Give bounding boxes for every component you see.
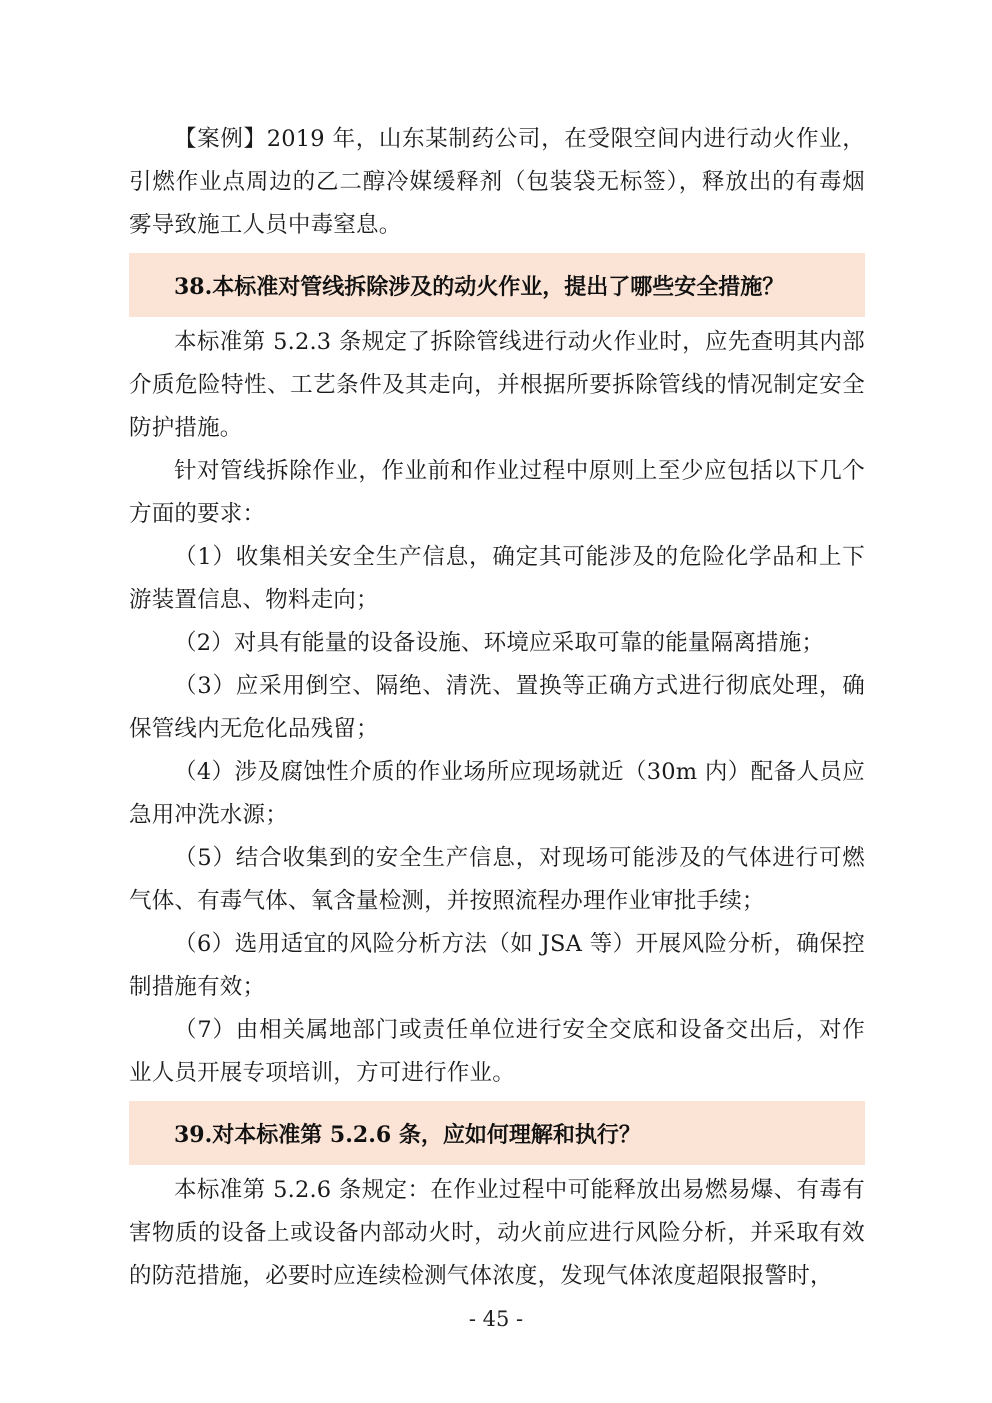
section-39-heading-text: 39.对本标准第 5.2.6 条，应如何理解和执行？: [174, 1121, 641, 1148]
list-item-1: （1）收集相关安全生产信息，确定其可能涉及的危险化学品和上下游装置信息、物料走向；: [129, 544, 865, 613]
section-39-paragraph: 本标准第 5.2.6 条规定：在作业过程中可能释放出易燃易爆、有毒有害物质的设备上或设备内部动火时，动火前应进行风险分析，并采取有效的防范措施，必要时应连续检测气体浓度，发现气体浓度超限报警时，: [129, 1177, 865, 1289]
section-38-paragraph-2: 针对管线拆除作业，作业前和作业过程中原则上至少应包括以下几个方面的要求：: [129, 458, 865, 527]
case-paragraph: [129, 118, 865, 247]
case-text: 2019 年，山东某制药公司，在受限空间内进行动火作业，引燃作业点周边的乙二醇冷媒缓释剂（包装袋无标签），释放出的有毒烟雾导致施工人员中毒窒息。: [129, 126, 865, 238]
section-39-heading: [129, 1101, 865, 1165]
list-item-3: （3）应采用倒空、隔绝、清洗、置换等正确方式进行彻底处理，确保管线内无危化品残留；: [129, 673, 865, 742]
section-38-heading: [129, 253, 865, 317]
page-number: - 45 -: [468, 1307, 524, 1331]
list-item-7: （7）由相关属地部门或责任单位进行安全交底和设备交出后，对作业人员开展专项培训，方可进行作业。: [129, 1017, 865, 1086]
list-item-5: （5）结合收集到的安全生产信息，对现场可能涉及的气体进行可燃气体、有毒气体、氧含量检测，并按照流程办理作业审批手续；: [129, 845, 865, 914]
list-item-6: （6）选用适宜的风险分析方法（如 JSA 等）开展风险分析，确保控制措施有效；: [129, 931, 865, 1000]
section-38-heading-text: 38.本标准对管线拆除涉及的动火作业，提出了哪些安全措施？: [174, 273, 785, 300]
case-label: 【案例】: [174, 126, 267, 152]
section-38-paragraph-1: 本标准第 5.2.3 条规定了拆除管线进行动火作业时，应先查明其内部介质危险特性、工艺条件及其走向，并根据所要拆除管线的情况制定安全防护措施。: [129, 329, 865, 441]
list-item-4: （4）涉及腐蚀性介质的作业场所应现场就近（30m 内）配备人员应急用冲洗水源；: [129, 759, 865, 828]
list-item-2: （2）对具有能量的设备设施、环境应采取可靠的能量隔离措施；: [174, 630, 825, 656]
document-body: [129, 118, 865, 1298]
